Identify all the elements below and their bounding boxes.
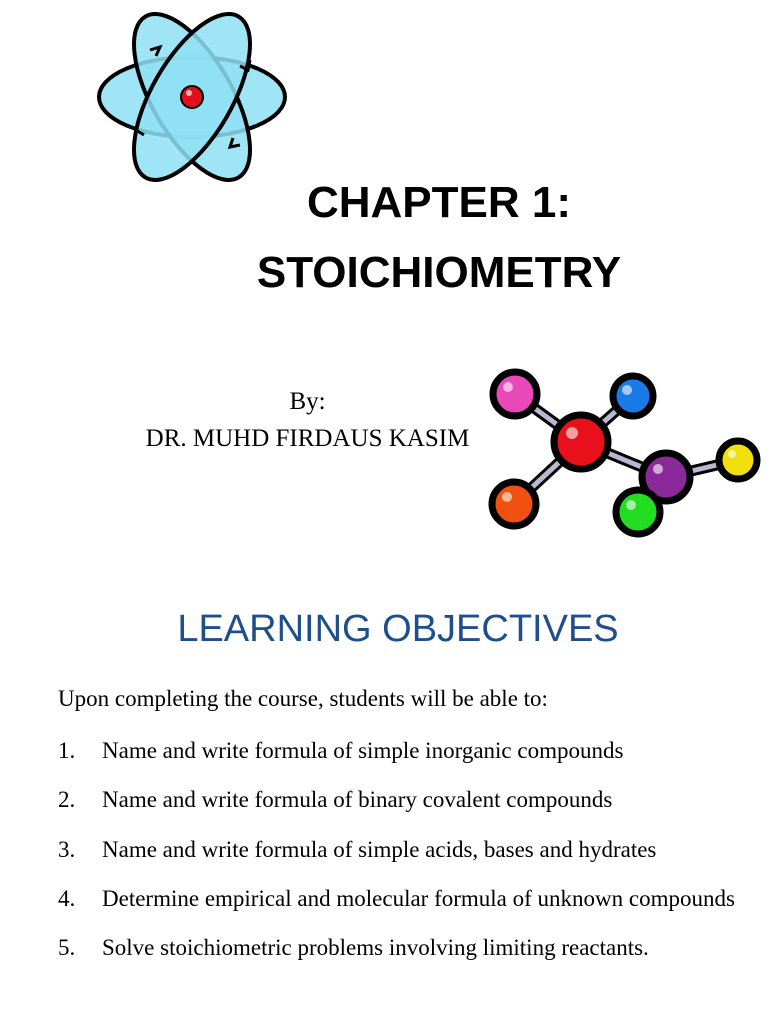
by-label: By: [289,388,326,415]
item-number: 1. [58,738,76,763]
item-text: Solve stoichiometric problems involving limiting reactants. [102,935,649,961]
item-text: Determine empirical and molecular formula of unknown compounds [102,886,735,912]
objectives-heading: LEARNING OBJECTIVES [177,608,619,650]
item-text: Name and write formula of simple inorganic compounds [102,738,624,763]
chapter-title-line2: STOICHIOMETRY [256,248,622,297]
list-item [58,736,748,766]
list-item [58,933,748,963]
item-text: Name and write formula of simple acids, bases and hydrates [102,836,657,862]
item-number: 2. [58,787,76,813]
list-item [58,884,748,914]
objectives-slide [0,560,768,1024]
item-number: 4. [58,886,76,912]
atom-icon [90,0,295,200]
item-text: Name and write formula of binary covalent compounds [102,787,613,813]
author-name: DR. MUHD FIRDAUS KASIM [145,425,470,452]
chapter-title-line1: CHAPTER 1: [306,178,572,227]
list-item [58,835,748,865]
objectives-intro: Upon completing the course, students will be able to: [58,686,548,711]
list-item [58,785,748,815]
molecule-model-icon [478,364,768,544]
item-number: 3. [58,836,76,862]
objectives-list [58,736,748,983]
item-number: 5. [58,935,76,961]
